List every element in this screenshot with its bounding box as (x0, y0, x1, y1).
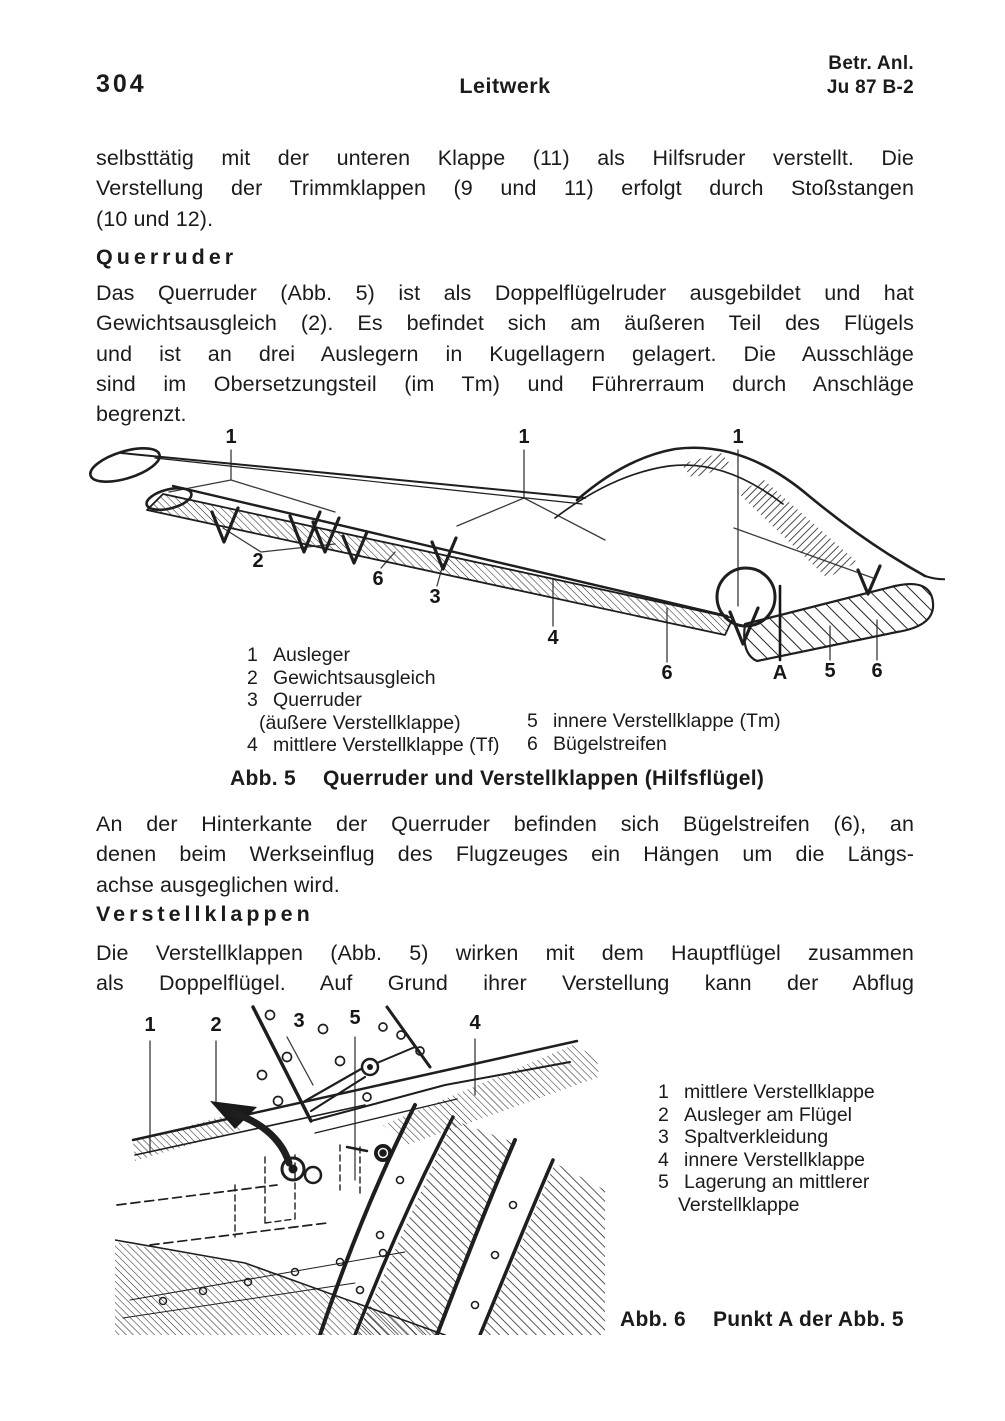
figure-callout: 5 (349, 1007, 361, 1029)
page-number: 304 (96, 70, 147, 98)
text-line: denen beim Werkseinflug des Flugzeuges ein Hängen um die Längs- (96, 842, 914, 867)
text-line: selbsttätig mit der unteren Klappe (11) als Hilfsruder verstellt. Die (96, 146, 914, 170)
text-line: Verstellung der Trimmklappen (9 und 11) erfolgt durch Stoßstangen (96, 176, 914, 201)
paragraph-querruder (96, 278, 914, 429)
legend-item (527, 710, 781, 733)
legend-item-number: 2 (247, 666, 258, 689)
document-reference (827, 52, 914, 100)
text-line: Die Verstellklappen (Abb. 5) wirken mit dem Hauptflügel zusammen (96, 941, 914, 965)
legend-item-text: mittlere Verstellklappe (Tf) (273, 734, 500, 757)
figure-callout: 6 (372, 568, 384, 590)
figure-callout: 6 (871, 660, 883, 682)
legend-item-number: 3 (247, 689, 258, 712)
figure-callout: 4 (547, 627, 559, 649)
document-reference-line1: Betr. Anl. (828, 53, 914, 74)
abb6-caption (620, 1308, 904, 1332)
paragraph-verstellklappen (96, 938, 914, 999)
abb6-caption-label: Abb. 6 (620, 1308, 686, 1331)
legend-item-number: 4 (658, 1148, 669, 1171)
legend-item-number: 6 (527, 732, 538, 755)
figure-callout: 6 (661, 662, 673, 684)
figure-callout: 1 (518, 426, 530, 448)
legend-item (658, 1149, 875, 1172)
legend-item-number: 5 (658, 1171, 669, 1194)
legend-item-text: Gewichtsausgleich (273, 666, 436, 689)
legend-item-text: innere Verstellklappe (Tm) (553, 710, 781, 732)
figure-callout: 5 (824, 660, 836, 682)
legend-item (658, 1081, 875, 1104)
text-line: An der Hinterkante der Querruder befinden sich Bügelstreifen (6), an (96, 812, 914, 836)
text-line: Das Querruder (Abb. 5) ist als Doppelflügelruder ausgebildet und hat (96, 281, 914, 305)
legend-item-number: 5 (527, 710, 538, 732)
legend-item-text: Querruder (273, 689, 362, 712)
paragraph-intro (96, 143, 914, 234)
text-line: achse ausgeglichen wird. (96, 872, 340, 897)
legend-item (247, 734, 500, 757)
legend-item-text: mittlere Verstellklappe (684, 1081, 875, 1103)
text-line: und ist an drei Auslegern in Kugellagern gelagert. Die Ausschläge (96, 341, 914, 366)
legend-item-text: innere Verstellklappe (684, 1148, 866, 1171)
figure-callout: A (772, 662, 788, 684)
abb6-caption-text: Punkt A der Abb. 5 (712, 1308, 904, 1331)
abb5-wing-drawing (85, 428, 945, 700)
legend-item-number: 2 (658, 1103, 669, 1126)
legend-item-text: Ausleger am Flügel (684, 1103, 852, 1126)
legend-item (658, 1171, 875, 1194)
legend-item-number: 4 (247, 734, 258, 757)
figure-callout: 1 (144, 1014, 156, 1036)
abb5-legend-right (527, 710, 781, 755)
abb6-legend (658, 1081, 875, 1217)
abb5-legend-left (247, 644, 500, 757)
text-line: Gewichtsausgleich (2). Es befindet sich am äußeren Teil des Flügels (96, 311, 914, 336)
text-line: (10 und 12). (96, 206, 214, 231)
figure-callout: 4 (469, 1012, 481, 1034)
figure-callout: 3 (429, 586, 441, 608)
figure-callout: 1 (732, 426, 744, 448)
paragraph-buegelstreifen (96, 809, 914, 900)
legend-item-number: 1 (247, 644, 258, 666)
legend-item (527, 733, 781, 756)
text-line: sind im Obersetzungsteil (im Tm) und Führerraum durch Anschläge (96, 371, 914, 396)
text-line: begrenzt. (96, 402, 187, 427)
legend-item-text: Ausleger (273, 644, 350, 666)
page-title: Leitwerk (459, 74, 551, 98)
legend-item-text: Bügelstreifen (553, 732, 667, 755)
abb5-caption-label: Abb. 5 (230, 767, 296, 790)
legend-item-text: Spaltverkleidung (684, 1126, 829, 1149)
legend-item (658, 1104, 875, 1127)
legend-item-wrap: (äußere Verstellklappe) (259, 711, 461, 734)
figure-callout: 2 (252, 550, 264, 572)
document-reference-line2: Ju 87 B-2 (826, 77, 914, 98)
legend-item-wrap: Verstellklappe (678, 1193, 800, 1216)
legend-item (658, 1126, 875, 1149)
legend-item (247, 667, 500, 690)
legend-item (247, 689, 500, 712)
abb6-detail-drawing (115, 1005, 605, 1335)
figure-callout: 2 (210, 1014, 222, 1036)
text-line: als Doppelflügel. Auf Grund ihrer Verstellung kann der Abflug (96, 971, 914, 996)
abb5-caption (230, 767, 764, 791)
section-heading-verstellklappen: Verstellklappen (96, 902, 314, 926)
legend-item-text: Lagerung an mittlerer (684, 1171, 870, 1194)
abb5-caption-text: Querruder und Verstellklappen (Hilfsflügel) (322, 767, 765, 790)
section-heading-querruder: Querruder (96, 245, 238, 269)
legend-item-number: 3 (658, 1126, 669, 1149)
legend-item-number: 1 (658, 1081, 669, 1103)
figure-callout: 3 (293, 1010, 305, 1032)
legend-item (247, 644, 500, 667)
figure-callout: 1 (225, 426, 237, 448)
